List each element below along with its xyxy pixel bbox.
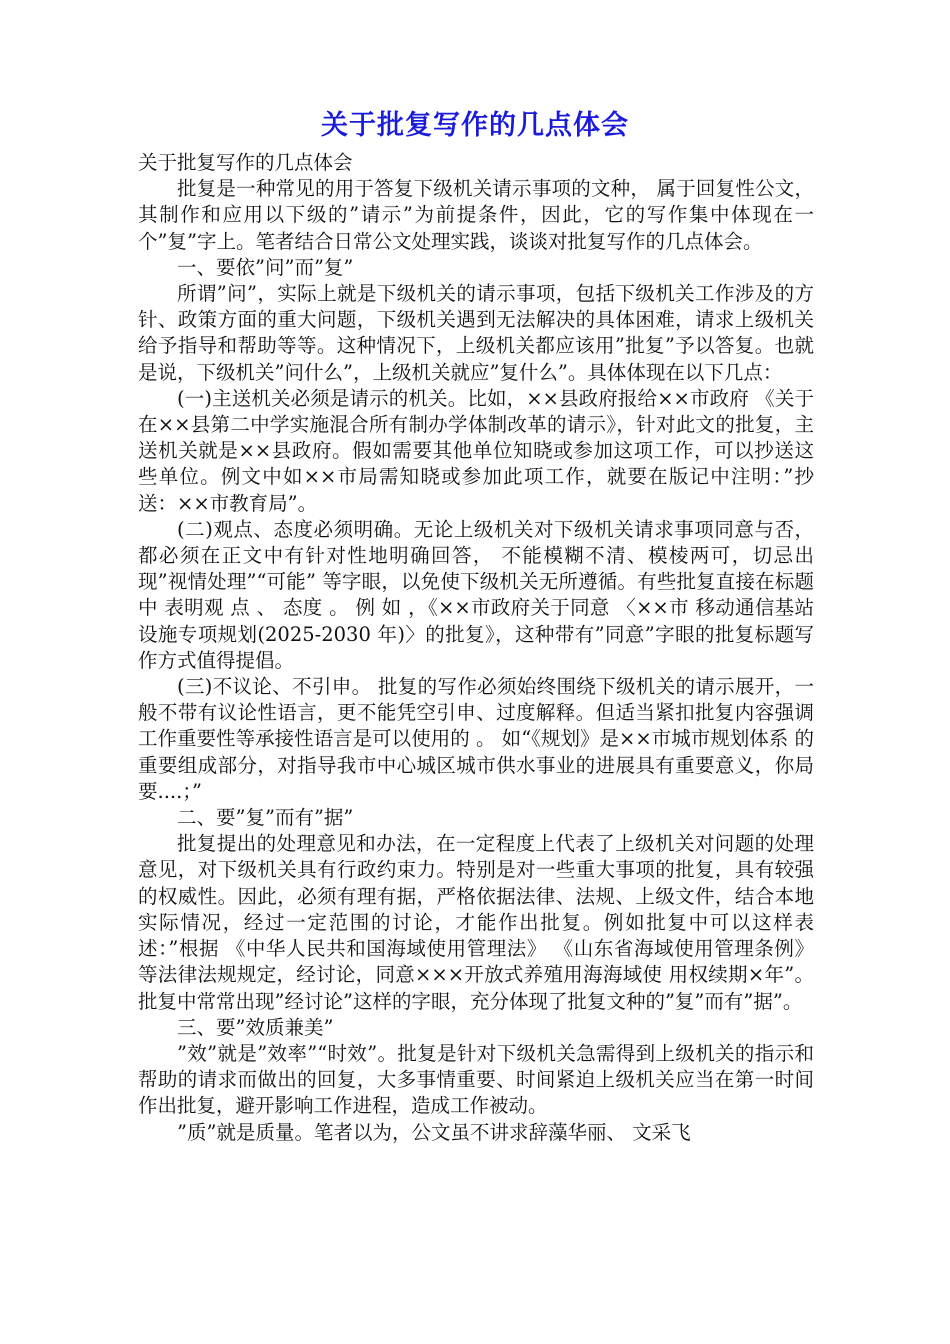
- paragraph: (一)主送机关必须是请示的机关。比如，××县政府报给××市政府 《关于在××县第二中学实施混合所有制办学体制改革的请示》，针对此文的批复，主送机关就是××县政府。假如需要其他单位知晓或参加这项工作，可以抄送这些单位。例文中如××市局需知晓或参加此项工作，就要在版记中注明：”抄送：××市教育局”。: [138, 386, 814, 515]
- paragraph: 所谓”问”，实际上就是下级机关的请示事项，包括下级机关工作涉及的方针、政策方面的重大问题，下级机关遇到无法解决的具体困难，请求上级机关给予指导和帮助等等。这种情况下，上级机关都应该用”批复”予以答复。也就是说，下级机关”问什么”，上级机关就应”复什么”。具体体现在以下几点：: [138, 282, 814, 384]
- paragraph: (二)观点、态度必须明确。无论上级机关对下级机关请求事项同意与否，都必须在正文中有针对性地明确回答， 不能模糊不清、模棱两可，切忌出现”视情处理”“可能” 等字眼，以免使下级机关无所遵循。有些批复直接在标题中 表明观 点 、 态度 。 例 如 ，《××市政府关于同意 〈××市 移动通信基站设施专项规划(2025-2030 年)〉的批复》，这种带有”同意”字眼的批复标题写作方式值得提倡。: [138, 517, 814, 672]
- section-heading-1: 一、要依”问”而”复”: [177, 255, 354, 279]
- section-heading-3: 三、要”效质兼美”: [177, 1015, 334, 1039]
- document-subtitle: 关于批复写作的几点体会: [138, 151, 353, 174]
- paragraph: ”质”就是质量。笔者以为，公文虽不讲求辞藻华丽、 文采飞: [177, 1120, 691, 1144]
- section-heading-2: 二、要”复”而有”据”: [177, 806, 354, 830]
- document-body: [138, 150, 814, 1146]
- paragraph: ”效”就是”效率”“时效”。批复是针对下级机关急需得到上级机关的指示和帮助的请求而做出的回复，大多事情重要、时间紧迫上级机关应当在第一时间作出批复，避开影响工作进程，造成工作被动。: [138, 1041, 814, 1118]
- paragraph: (三)不议论、不引申。 批复的写作必须始终围绕下级机关的请示展开，一般不带有议论性语言，更不能凭空引申、过度解释。但适当紧扣批复内容强调工作重要性等承接性语言是可以使用的 。 如“《规划》是××市城市规划体系 的重要组成部分，对指导我市中心城区城市供水事业的进展具有重要意义，你局要....；”: [138, 675, 814, 803]
- paragraph-intro: 批复是一种常见的用于答复下级机关请示事项的文种， 属于回复性公文，其制作和应用以下级的”请示”为前提条件，因此，它的写作集中体现在一个”复”字上。笔者结合日常公文处理实践，谈谈对批复写作的几点体会。: [138, 177, 814, 253]
- paragraph: 批复提出的处理意见和办法，在一定程度上代表了上级机关对问题的处理意见，对下级机关具有行政约束力。特别是对一些重大事项的批复，具有较强的权威性。因此，必须有理有据，严格依据法律、法规、上级文件，结合本地实际情况，经过一定范围的讨论，才能作出批复。例如批复中可以这样表述：”根据 《中华人民共和国海域使用管理法》 《山东省海域使用管理条例》 等法律法规规定，经讨论，同意×××开放式养殖用海海域使 用权续期×年”。批复中常常出现”经讨论”这样的字眼，充分体现了批复文种的”复”而有”据”。: [138, 832, 814, 1013]
- document-title: 关于批复写作的几点体会: [321, 110, 629, 141]
